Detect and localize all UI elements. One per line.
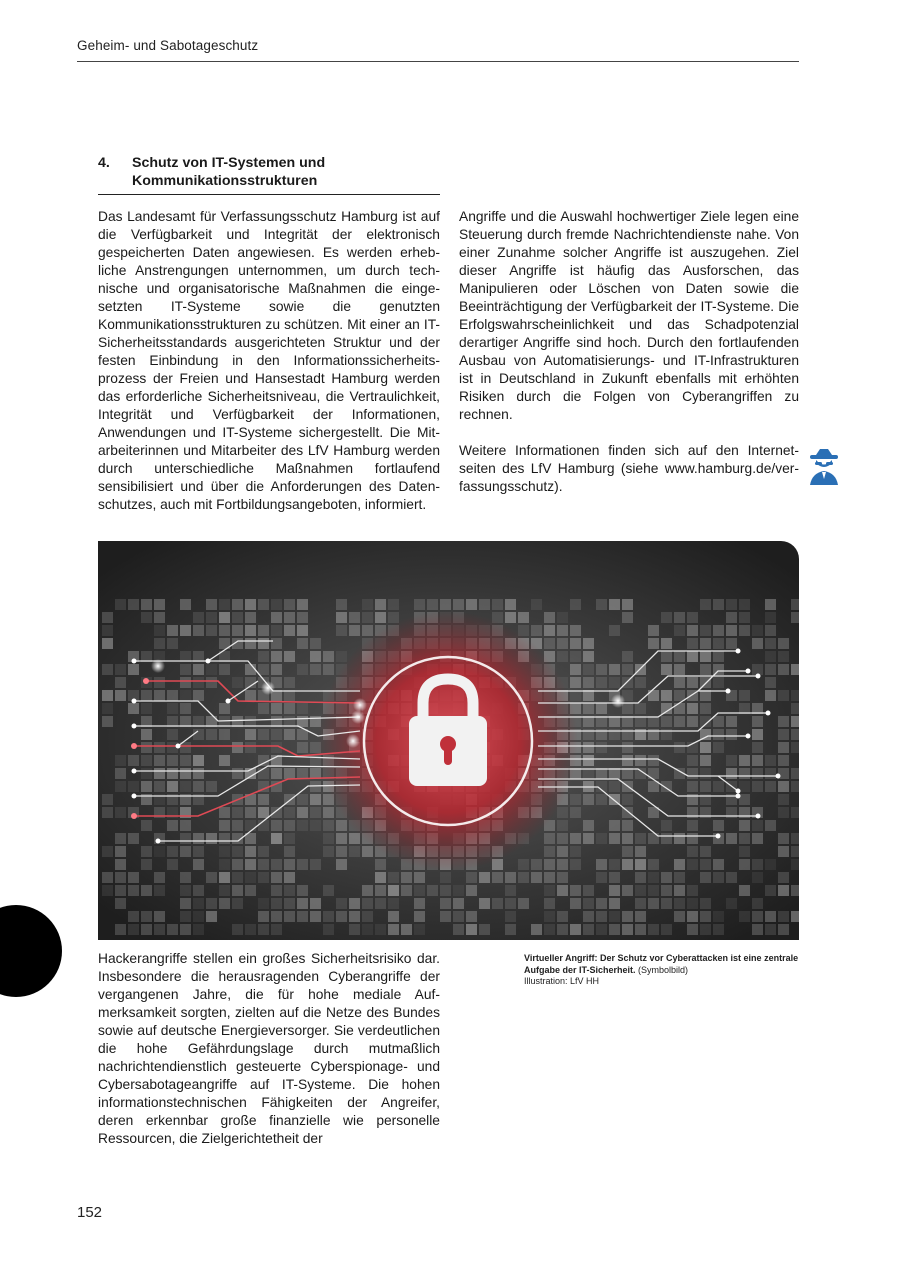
caption-bold: Virtueller Angriff: Der Schutz vor Cyberattacken ist eine zentrale Aufgabe der IT-Sicherheit. xyxy=(524,953,799,975)
body-paragraph: Das Landesamt für Verfassungsschutz Hamburg ist auf die Verfügbarkeit und Integrität der elektronisch gespeicherten Daten angewiesen. Es werden erhebliche Anstrengungen unternommen, um durch technische und organisatorische Maßnahmen die eingesetzten IT-Systeme sowie die genutzten Kommunikationsstrukturen zu schützen. Mit einer an IT-Sicherheitsstandards ausgerichteten Struktur und der festen Einbindung in den Informationssicherheitsprozess der Freien und Hansestadt Hamburg werden das erforderliche Sicherheitsniveau, die Vertraulichkeit, Integrität und Verfügbarkeit der Informationen, Anwendungen und IT-Systeme sichergestellt. Die Mitarbeiterinnen und Mitarbeiter des LfV Hamburg werden durch unterschiedliche Maßnahmen fortlaufend sensibilisiert und über die Anforderungen des Datenschutzes, auch mit Fortbildungsangeboten, informiert. xyxy=(98,209,440,512)
header-rule xyxy=(77,61,799,62)
section-number: 4. xyxy=(98,155,110,171)
caption-credit: Illustration: LfV HH xyxy=(524,976,600,986)
section-title-line-1: Schutz von IT-Systemen und xyxy=(132,155,326,171)
spy-agent-icon xyxy=(806,447,842,487)
section-title-line-2: Kommunikationsstrukturen xyxy=(132,173,318,189)
caption-normal: (Symbolbild) xyxy=(635,964,689,975)
cyber-security-illustration xyxy=(98,541,799,940)
body-paragraph-link-info: Weitere Informationen finden sich auf den Internetseiten des LfV Hamburg (siehe www.hamburg.de/verfassungsschutz). xyxy=(459,443,799,494)
chapter-thumb-tab xyxy=(0,905,62,997)
body-paragraph: Angriffe und die Auswahl hochwertiger Ziele legen eine Steuerung durch fremde Nachrichtendienste nahe. Von einer Zunahme solcher Angriffe ist auszugehen. Ziel dieser Angriffe ist häufig das Ausforschen, das Manipulieren oder Löschen von Daten sowie die Beeinträchtigung der Verfügbarkeit der IT-Systeme. Die Erfolgswahrscheinlichkeit und das Schadpotenzial derartiger Angriffe sind hoch. Durch den fortlaufenden Ausbau von Automatisierungs- und IT-Infrastrukturen ist in Deutschland in Zukunft ebenfalls mit erhöhten Risiken durch die Folgen von Cyberangriffen zu rechnen. xyxy=(459,209,799,422)
body-paragraph: Hackerangriffe stellen ein großes Sicherheitsrisiko dar. Insbesondere die herausragenden Cyberangriffe der vergangenen Jahre, die für hohe mediale Aufmerksamkeit sorgten, zielten auf die Netze des Bundes sowie auf deutsche Energieversorger. Sie verdeutlichen die hohe Gefährdungslage durch mutmaßlich nachrichtendienstlich gesteuerte Cyberspionage- und Cybersabotageangriffe auf IT-Systeme. Die hohen informationstechnischen Fähigkeiten der Angreifer, deren erkennbar große finanzielle wie personelle Ressourcen, die Zielgerichtetheit der xyxy=(98,951,440,1146)
image-caption xyxy=(524,953,800,988)
running-head: Geheim- und Sabotageschutz xyxy=(77,38,259,53)
body-column-right-top xyxy=(459,208,799,496)
body-column-left-top xyxy=(98,208,440,514)
page-number: 152 xyxy=(77,1204,103,1221)
section-heading xyxy=(98,154,440,195)
body-column-left-bottom xyxy=(98,950,440,1148)
